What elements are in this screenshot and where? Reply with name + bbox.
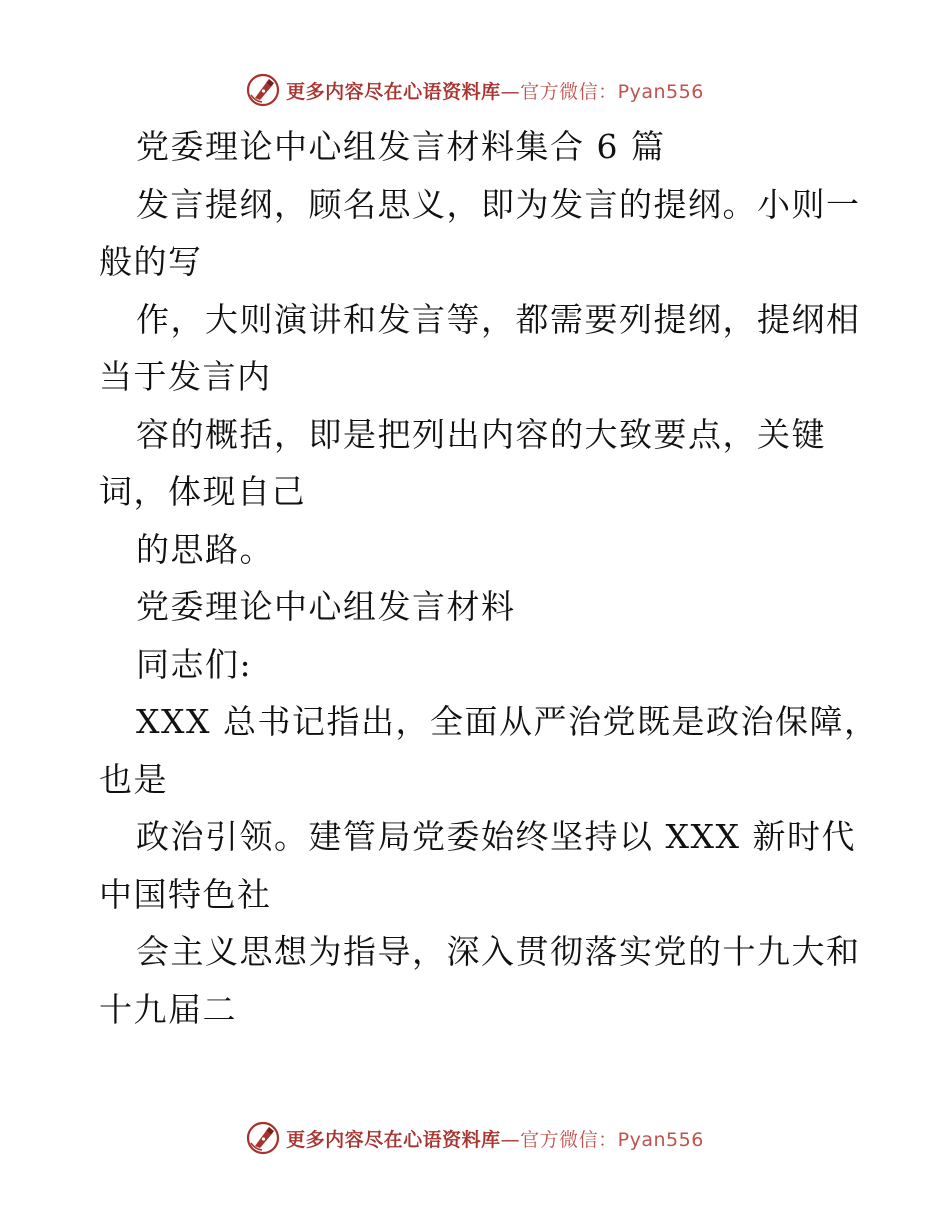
footer-promo-text: 更多内容尽在心语资料库 [286, 1128, 501, 1151]
paragraph-line: 词，体现自己 [99, 472, 306, 511]
paragraph-line: 当于发言内 [99, 357, 272, 396]
paragraph-line: 般的写 [99, 242, 203, 281]
paragraph-line: 也是 [99, 759, 168, 799]
pen-nib-logo-icon [246, 1121, 280, 1155]
footer-promo [286, 1125, 704, 1152]
document-title: 党委理论中心组发言材料集合 6 篇 [136, 127, 666, 166]
paragraph-line: 中国特色社 [99, 874, 272, 914]
header-promo-text: 更多内容尽在心语资料库 [286, 80, 501, 103]
paragraph-line: 政治引领。建管局党委始终坚持以 XXX 新时代 [136, 817, 856, 856]
header-promo [286, 77, 704, 104]
footer-separator: — [500, 1128, 521, 1151]
footer-wechat-text: 官方微信：Pyan556 [520, 1128, 704, 1151]
salutation: 同志们: [136, 644, 253, 684]
paragraph-line: 十九届二 [99, 989, 237, 1029]
paragraph-line: XXX 总书记指出，全面从严治党既是政治保障， [136, 702, 879, 741]
paragraph-line: 的思路。 [136, 529, 274, 569]
pen-nib-logo-icon [246, 73, 280, 107]
header-wechat-text: 官方微信：Pyan556 [520, 80, 704, 103]
section-heading: 党委理论中心组发言材料 [136, 587, 516, 626]
paragraph-line: 作，大则演讲和发言等，都需要列提纲，提纲相 [136, 299, 861, 339]
header-separator: — [500, 80, 521, 103]
header-banner [0, 70, 950, 110]
document-body [99, 118, 879, 1038]
paragraph-line: 会主义思想为指导，深入贯彻落实党的十九大和 [136, 932, 861, 971]
paragraph-line: 发言提纲，顾名思义，即为发言的提纲。小则一 [136, 184, 861, 224]
paragraph-line: 容的概括，即是把列出内容的大致要点，关键 [136, 414, 826, 454]
footer-banner [0, 1118, 950, 1158]
